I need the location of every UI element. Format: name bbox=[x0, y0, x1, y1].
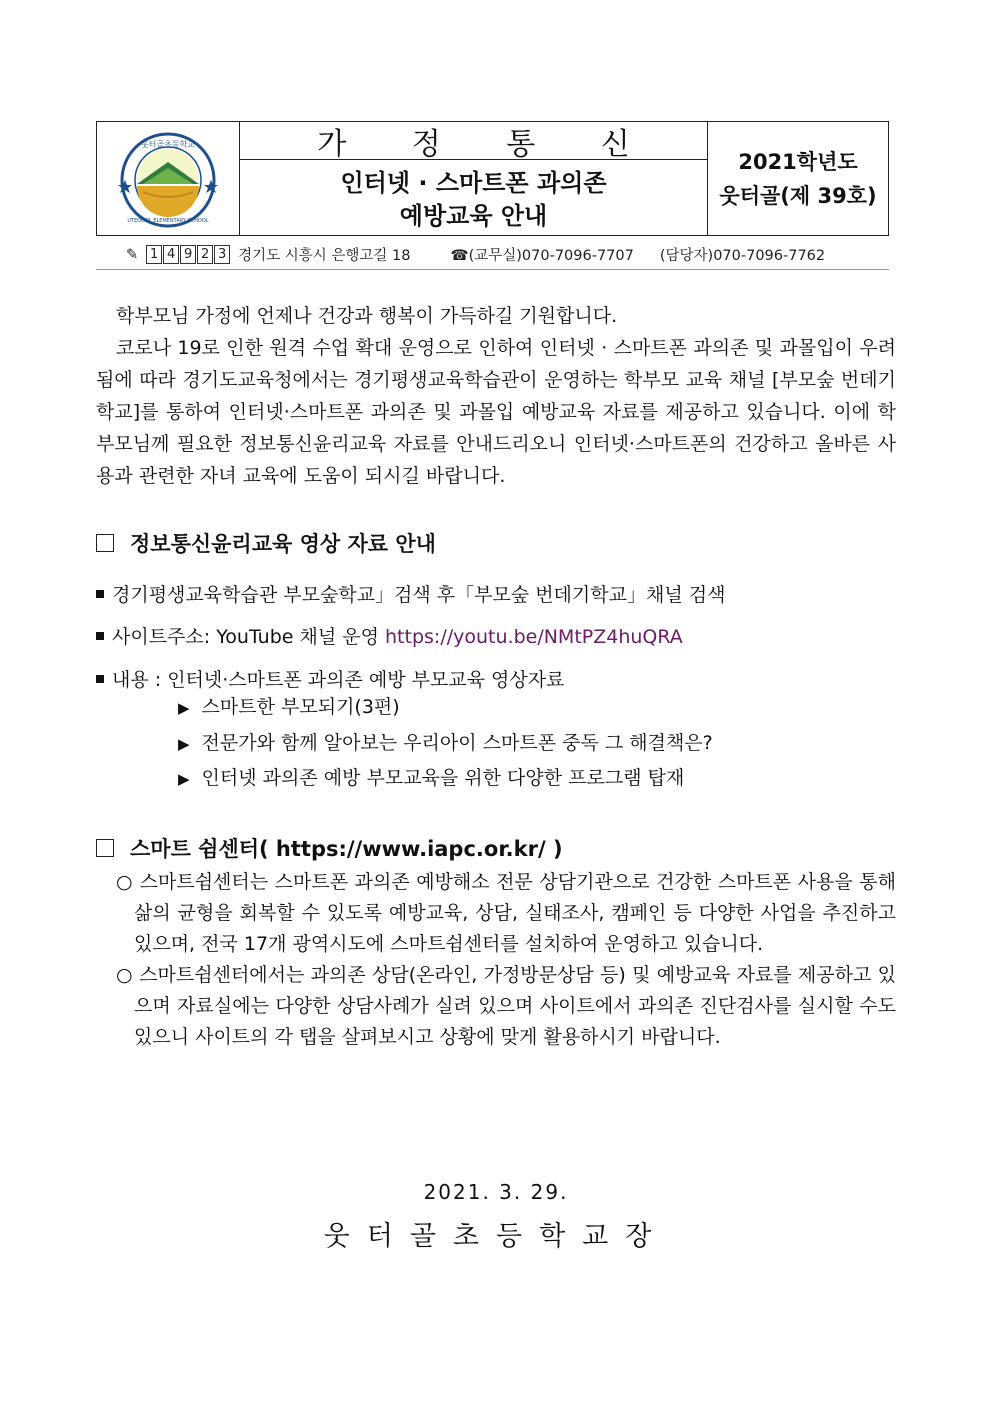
subtitle-line-2: 예방교육 안내 bbox=[399, 202, 548, 230]
office-phone: ☎(교무실)070-7096-7707 bbox=[450, 248, 634, 264]
school-logo bbox=[113, 132, 223, 228]
zip-digit: 1 bbox=[146, 245, 162, 264]
logo-text-bottom: UTEOGOL ELEMENTARY SCHOOL bbox=[127, 218, 209, 224]
circle-item: ○ 스마트쉼센터에서는 과의존 상담(온라인, 가정방문상담 등) 및 예방교육 자료를 제공하고 있으며 자료실에는 다양한 상담사례가 실려 있으며 사이트에서 과의존 진단검사를 실시할 수도 있으니 사이트의 각 탭을 살펴보시고 상황에 맞게 활용하시기 바랍니다. bbox=[116, 964, 896, 1048]
year-issue-cell bbox=[708, 122, 888, 235]
zip-code bbox=[146, 245, 230, 264]
square-bullet-icon bbox=[96, 675, 104, 683]
zip-digit: 9 bbox=[180, 245, 196, 264]
school-address: 경기도 시흥시 은행고길 18 bbox=[238, 248, 411, 264]
zip-digit: 3 bbox=[214, 245, 230, 264]
square-bullet-icon bbox=[96, 632, 104, 640]
contact-phone: (담당자)070-7096-7762 bbox=[659, 248, 826, 264]
newsletter-subtitle bbox=[240, 160, 707, 233]
issue-number: 웃터골(제 39호) bbox=[719, 183, 877, 208]
logo-text-top: 웃터골초등학교 bbox=[140, 140, 196, 149]
bullet-site: 사이트주소: YouTube 채널 운영 https://youtu.be/NMtPZ4huQRA bbox=[96, 624, 683, 650]
address-bar bbox=[96, 240, 889, 270]
triangle-bullet-icon: ▶ bbox=[178, 770, 190, 788]
principal-signature: 웃터골초등학교장 bbox=[323, 1221, 669, 1252]
section-title-smart-center: 스마트 쉼센터( https://www.iapc.or.kr/ ) bbox=[96, 833, 563, 863]
title-cell bbox=[240, 122, 708, 235]
triangle-bullet-icon: ▶ bbox=[178, 699, 190, 717]
circle-item: ○ 스마트쉼센터는 스마트폰 과의존 예방해소 전문 상담기관으로 건강한 스마트폰 사용을 통해 삶의 균형을 회복할 수 있도록 예방교육, 상담, 실태조사, 캠페인 등 다양한 사업을 추진하고 있으며, 전국 17개 광역시도에 스마트쉼센터를 설치하여 운영하고 있습니다. bbox=[116, 871, 896, 955]
smart-center-description bbox=[116, 867, 896, 1053]
greeting-line: 학부모님 가정에 언제나 건강과 행복이 가득하길 기원합니다. bbox=[116, 305, 618, 327]
checkbox-square-icon bbox=[96, 839, 114, 857]
mail-icon: ✎ bbox=[126, 246, 139, 263]
subtitle-line-1: 인터넷 · 스마트폰 과의존 bbox=[340, 169, 607, 197]
sub-item: ▶ 스마트한 부모되기(3편) bbox=[178, 694, 400, 721]
newsletter-title: 가 정 통 신 bbox=[240, 122, 707, 160]
issue-date: 2021. 3. 29. bbox=[423, 1180, 569, 1204]
square-bullet-icon bbox=[96, 590, 104, 598]
intro-paragraph: 코로나 19로 인한 원격 수업 확대 운영으로 인하여 인터넷 · 스마트폰 과의존 및 과몰입이 우려됨에 따라 경기도교육청에서는 경기평생교육학습관이 운영하는 학부모 교육 채널 [부모숲 번데기학교]를 통하여 인터넷·스마트폰 과의존 및 과몰입 예방교육 자료를 제공하고 있습니다. 이에 학부모님께 필요한 정보통신윤리교육 자료를 안내드리오니 인터넷·스마트폰의 건강하고 올바른 사용과 관련한 자녀 교육에 도움이 되시길 바랍니다. bbox=[96, 337, 896, 487]
school-year: 2021학년도 bbox=[738, 149, 858, 174]
newsletter-header bbox=[96, 121, 889, 236]
sub-item: ▶ 인터넷 과의존 예방 부모교육을 위한 다양한 프로그램 탑재 bbox=[178, 765, 684, 792]
youtube-link[interactable]: https://youtu.be/NMtPZ4huQRA bbox=[385, 626, 683, 648]
zip-digit: 4 bbox=[163, 245, 179, 264]
bullet-search: 경기평생교육학습관 부모숲학교」검색 후「부모숲 번데기학교」채널 검색 bbox=[96, 582, 725, 608]
school-logo-cell bbox=[97, 122, 240, 235]
checkbox-square-icon bbox=[96, 534, 114, 552]
zip-digit: 2 bbox=[197, 245, 213, 264]
triangle-bullet-icon: ▶ bbox=[178, 735, 190, 753]
section-title-video: 정보통신윤리교육 영상 자료 안내 bbox=[96, 528, 436, 558]
sub-item: ▶ 전문가와 함께 알아보는 우리아이 스마트폰 중독 그 해결책은? bbox=[178, 730, 713, 757]
intro-text bbox=[96, 300, 896, 492]
bullet-content: 내용 : 인터넷·스마트폰 과의존 예방 부모교육 영상자료 bbox=[96, 667, 564, 693]
